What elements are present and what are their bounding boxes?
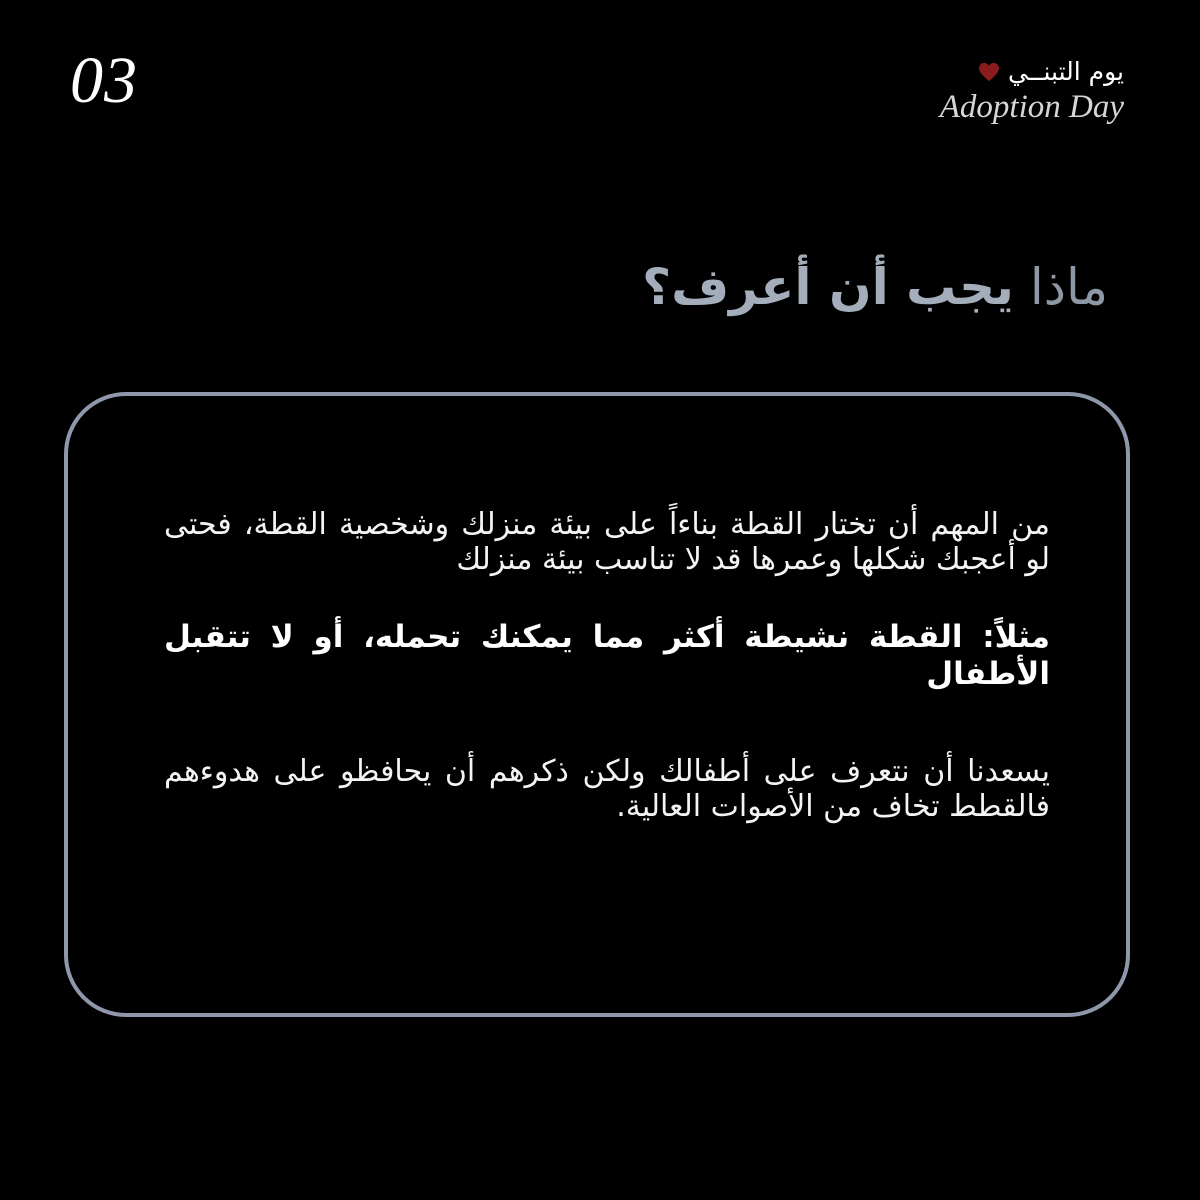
paragraph-2-bold: مثلاً: القطة نشيطة أكثر مما يمكنك تحمله، أو لا تتقبل الأطفال xyxy=(164,619,1050,693)
brand-arabic-line xyxy=(884,58,1124,86)
brand-arabic-text: يوم التبنــي xyxy=(1008,57,1124,86)
page-number: 03 xyxy=(70,44,138,117)
paragraph-1: من المهم أن تختار القطة بناءاً على بيئة منزلك وشخصية القطة، فحتى لو أعجبك شكلها وعمرها قد لا تناسب بيئة منزلك xyxy=(164,507,1050,577)
paragraph-3: يسعدنا أن نتعرف على أطفالك ولكن ذكرهم أن يحافظو على هدوءهم فالقطط تخاف من الأصوات العالية. xyxy=(164,754,1050,824)
page-title xyxy=(642,257,1108,317)
content-card xyxy=(64,392,1130,1017)
title-light-part: ماذا xyxy=(1013,258,1108,316)
brand-logo xyxy=(884,58,1124,124)
heart-icon xyxy=(978,62,1000,82)
brand-english-text: Adoption Day xyxy=(939,88,1124,125)
card-text xyxy=(164,508,1050,824)
title-bold-part: يجب أن أعرف؟ xyxy=(642,258,1014,316)
